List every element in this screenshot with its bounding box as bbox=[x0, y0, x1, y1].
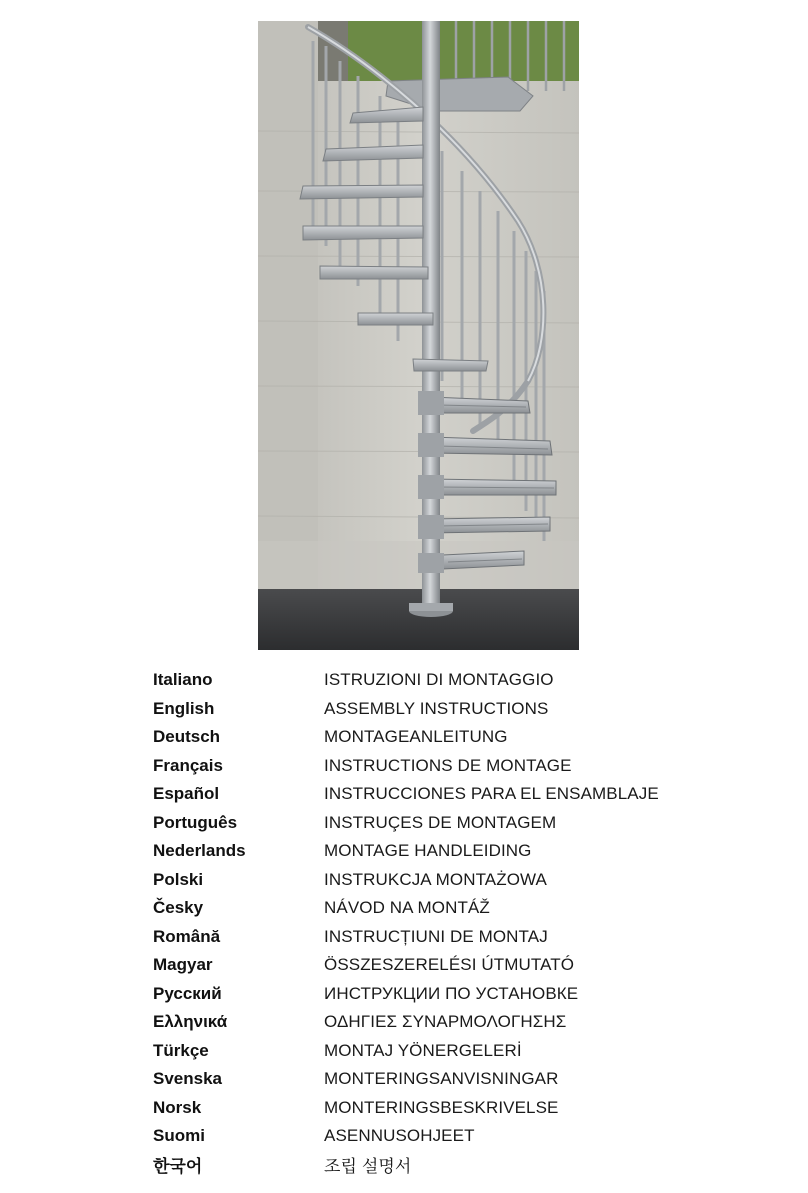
language-name: Türkçe bbox=[153, 1040, 209, 1060]
language-row-english bbox=[153, 695, 753, 724]
instructions-title: MONTERINGSANVISNINGAR bbox=[324, 1069, 559, 1089]
language-row-deutsch bbox=[153, 723, 753, 752]
language-row-italiano bbox=[153, 666, 753, 695]
language-name: Română bbox=[153, 926, 221, 946]
language-row-magyar bbox=[153, 951, 753, 980]
instructions-title: INSTRUKCJA MONTAŻOWA bbox=[324, 869, 547, 889]
language-name: Magyar bbox=[153, 955, 213, 975]
language-name: Nederlands bbox=[153, 841, 246, 861]
staircase-illustration bbox=[258, 21, 579, 650]
language-name: Italiano bbox=[153, 670, 213, 690]
instructions-title: ΟΔΗΓΙΕΣ ΣΥΝΑΡΜΟΛΟΓΗΣΗΣ bbox=[324, 1012, 567, 1032]
instructions-title: MONTAGE HANDLEIDING bbox=[324, 841, 532, 861]
instructions-title: ISTRUZIONI DI MONTAGGIO bbox=[324, 670, 554, 690]
instructions-title: NÁVOD NA MONTÁŽ bbox=[324, 898, 490, 918]
instructions-title: MONTERINGSBESKRIVELSE bbox=[324, 1097, 559, 1117]
instructions-title: ÖSSZESZERELÉSI ÚTMUTATÓ bbox=[324, 955, 575, 975]
language-name: Ελληνικά bbox=[153, 1012, 228, 1032]
language-row-turkce bbox=[153, 1037, 753, 1066]
language-row-polski bbox=[153, 866, 753, 895]
instructions-title: MONTAGEANLEITUNG bbox=[324, 727, 508, 747]
language-row-portugues bbox=[153, 809, 753, 838]
language-name: Svenska bbox=[153, 1069, 222, 1089]
instructions-title: 조립 설명서 bbox=[324, 1157, 412, 1177]
instructions-title: MONTAJ YÖNERGELERİ bbox=[324, 1040, 522, 1060]
language-name: Français bbox=[153, 755, 223, 775]
language-row-espanol bbox=[153, 780, 753, 809]
instructions-title: INSTRUCCIONES PARA EL ENSAMBLAJE bbox=[324, 784, 659, 804]
staircase-photo bbox=[258, 21, 579, 650]
language-row-nederlands bbox=[153, 837, 753, 866]
language-name: English bbox=[153, 698, 215, 718]
language-row-russkiy bbox=[153, 980, 753, 1009]
instructions-title: ASENNUSOHJEET bbox=[324, 1126, 475, 1146]
language-row-cesky bbox=[153, 894, 753, 923]
language-name: Português bbox=[153, 812, 238, 832]
language-name: Česky bbox=[153, 898, 204, 918]
language-row-svenska bbox=[153, 1065, 753, 1094]
language-row-francais bbox=[153, 752, 753, 781]
language-row-korean bbox=[153, 1151, 753, 1180]
language-row-romana bbox=[153, 923, 753, 952]
language-name: Русский bbox=[153, 983, 222, 1003]
instructions-title: INSTRUCTIONS DE MONTAGE bbox=[324, 755, 572, 775]
language-name: Suomi bbox=[153, 1126, 205, 1146]
language-name: Polski bbox=[153, 869, 204, 889]
instructions-title: INSTRUCȚIUNI DE MONTAJ bbox=[324, 926, 548, 946]
language-name: Deutsch bbox=[153, 727, 221, 747]
language-name: 한국어 bbox=[153, 1157, 203, 1177]
language-row-norsk bbox=[153, 1094, 753, 1123]
language-row-suomi bbox=[153, 1122, 753, 1151]
language-row-ellinika bbox=[153, 1008, 753, 1037]
instructions-title: ASSEMBLY INSTRUCTIONS bbox=[324, 698, 549, 718]
language-list bbox=[153, 666, 753, 1179]
language-name: Español bbox=[153, 784, 220, 804]
language-name: Norsk bbox=[153, 1097, 202, 1117]
instructions-title: INSTRUÇES DE MONTAGEM bbox=[324, 812, 557, 832]
instructions-title: ИНСТРУКЦИИ ПО УСТАНОВКЕ bbox=[324, 983, 579, 1003]
